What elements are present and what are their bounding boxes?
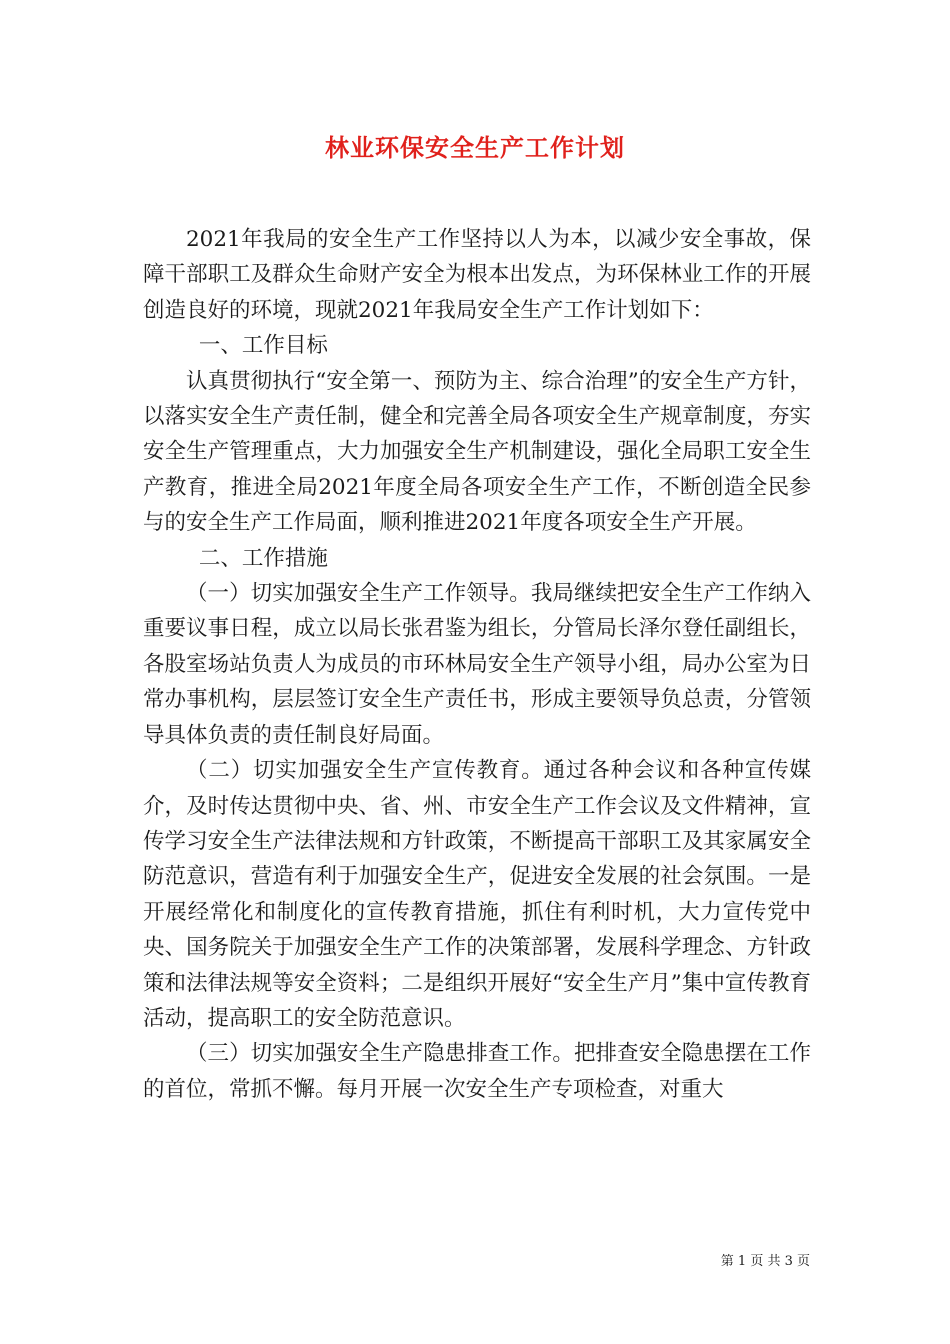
measure-paragraph-1: （一）切实加强安全生产工作领导。我局继续把安全生产工作纳入重要议事日程，成立以局长张君鉴为组长，分管局长泽尔登任副组长，各股室场站负责人为成员的市环林局安全生产领导小组，局办公室为日常办事机构，层层签订安全生产责任书，形成主要领导负总责，分管领导具体负责的责任制良好局面。 xyxy=(143,581,811,748)
measure-paragraph-3: （三）切实加强安全生产隐患排查工作。把排查安全隐患摆在工作的首位，常抓不懈。每月开展一次安全生产专项检查，对重大 xyxy=(143,1041,811,1102)
section-heading-measures: 二、工作措施 xyxy=(198,545,328,571)
goals-paragraph: 认真贯彻执行“安全第一、预防为主、综合治理”的安全生产方针，以落实安全生产责任制，健全和完善全局各项安全生产规章制度，夯实安全生产管理重点，大力加强安全生产机制建设，强化全局职工安全生产教育，推进全局2021年度全局各项安全生产工作，不断创造全民参与的安全生产工作局面，顺利推进2021年度各项安全生产开展。 xyxy=(143,368,811,536)
document-title: 林业环保安全生产工作计划 xyxy=(325,133,625,162)
section-heading-goals: 一、工作目标 xyxy=(198,333,328,359)
measure-paragraph-2: （二）切实加强安全生产宣传教育。通过各种会议和各种宣传媒介，及时传达贯彻中央、省、州、市安全生产工作会议及文件精神，宣传学习安全生产法律法规和方针政策，不断提高干部职工及其家属安全防范意识，营造有利于加强安全生产，促进安全发展的社会氛围。一是开展经常化和制度化的宣传教育措施，抓住有利时机，大力宣传党中央、国务院关于加强安全生产工作的决策部署，发展科学理念、方针政策和法律法规等安全资料；二是组织开展好“安全生产月”集中宣传教育活动，提高职工的安全防范意识。 xyxy=(143,758,811,1031)
document-body xyxy=(143,222,811,1107)
intro-paragraph: 2021年我局的安全生产工作坚持以人为本，以减少安全事故，保障干部职工及群众生命财产安全为根本出发点，为环保林业工作的开展创造良好的环境，现就2021年我局安全生产工作计划如下： xyxy=(143,227,811,323)
page-number-footer: 第 1 页 共 3 页 xyxy=(720,1254,810,1269)
